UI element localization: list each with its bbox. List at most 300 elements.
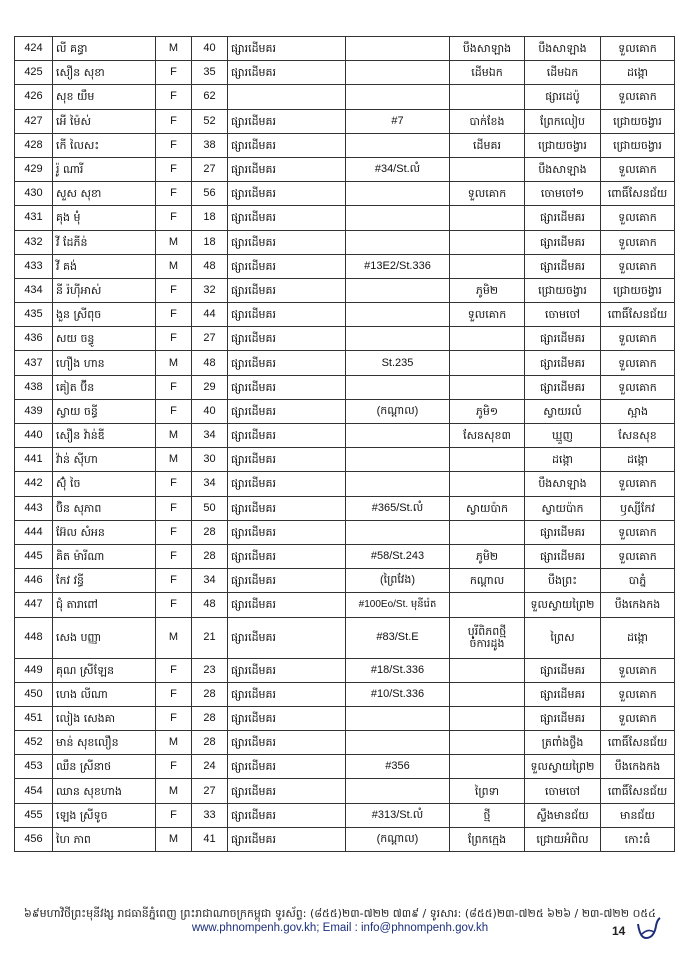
cell-number: 447 <box>15 593 53 617</box>
cell-age: 38 <box>192 133 228 157</box>
cell-house-street <box>346 278 450 302</box>
cell-workplace: ផ្សារដើមគរ <box>228 424 346 448</box>
cell-village <box>450 230 525 254</box>
cell-district: ទួលគោក <box>601 351 675 375</box>
cell-sex: F <box>156 472 192 496</box>
cell-commune: ចោមចៅ <box>525 779 601 803</box>
cell-commune: បឹងសាឡាង <box>525 157 601 181</box>
cell-number: 445 <box>15 544 53 568</box>
cell-commune: ផ្សារដើមគរ <box>525 375 601 399</box>
cell-name: ឈាន សុខហាង <box>53 779 156 803</box>
cell-workplace: ផ្សារដើមគរ <box>228 496 346 520</box>
cell-name: ប៊ិន សុភាព <box>53 496 156 520</box>
cell-name: រ៉ូ ណារី <box>53 157 156 181</box>
cell-age: 28 <box>192 682 228 706</box>
cell-name: សួស សុខា <box>53 182 156 206</box>
cell-house-street <box>346 182 450 206</box>
cell-number: 451 <box>15 706 53 730</box>
cell-workplace: ផ្សារដើមគរ <box>228 37 346 61</box>
cell-number: 455 <box>15 803 53 827</box>
cell-name: មាន់ សុខលឿន <box>53 731 156 755</box>
cell-workplace: ផ្សារដើមគរ <box>228 133 346 157</box>
cell-village <box>450 327 525 351</box>
table-row <box>15 206 675 230</box>
cell-sex: F <box>156 706 192 730</box>
cell-district: កោះធំ <box>601 827 675 851</box>
table-row <box>15 85 675 109</box>
cell-age: 40 <box>192 37 228 61</box>
cell-house-street: #34/St.លំ <box>346 157 450 181</box>
cell-district: ទួលគោក <box>601 520 675 544</box>
cell-house-street <box>346 706 450 730</box>
cell-age: 34 <box>192 424 228 448</box>
cell-village <box>450 658 525 682</box>
table-row <box>15 520 675 544</box>
cell-village <box>450 206 525 230</box>
cell-age: 29 <box>192 375 228 399</box>
cell-sex: F <box>156 206 192 230</box>
cell-house-street <box>346 133 450 157</box>
cell-sex: F <box>156 520 192 544</box>
cell-commune: ចោមចៅ១ <box>525 182 601 206</box>
cell-age: 28 <box>192 520 228 544</box>
table-row <box>15 779 675 803</box>
cell-house-street: #83/St.E <box>346 617 450 658</box>
cell-sex: M <box>156 617 192 658</box>
cell-village <box>450 375 525 399</box>
cell-village: ភូមិ២ <box>450 544 525 568</box>
cell-workplace <box>228 85 346 109</box>
cell-house-street <box>346 472 450 496</box>
page-footer <box>0 906 680 936</box>
cell-age: 24 <box>192 755 228 779</box>
cell-house-street: #58/St.243 <box>346 544 450 568</box>
cell-name: វ៉ាន់ ស៊ីហា <box>53 448 156 472</box>
cell-district: បាភ្នំ <box>601 569 675 593</box>
cell-workplace: ផ្សារដើមគរ <box>228 731 346 755</box>
cell-village: ស្វាយប៉ាក <box>450 496 525 520</box>
cell-age: 33 <box>192 803 228 827</box>
cell-commune: ព្រែកលៀប <box>525 109 601 133</box>
table-row <box>15 569 675 593</box>
cell-district: ទួលគោក <box>601 682 675 706</box>
cell-age: 18 <box>192 230 228 254</box>
cell-workplace: ផ្សារដើមគរ <box>228 61 346 85</box>
cell-house-street: #13E2/St.336 <box>346 254 450 278</box>
cell-house-street: #10/St.336 <box>346 682 450 706</box>
cell-village <box>450 85 525 109</box>
cell-workplace: ផ្សារដើមគរ <box>228 303 346 327</box>
cell-age: 28 <box>192 731 228 755</box>
cell-number: 434 <box>15 278 53 302</box>
cell-age: 48 <box>192 254 228 278</box>
cell-house-street <box>346 731 450 755</box>
cell-district: ដង្កោ <box>601 61 675 85</box>
cell-age: 52 <box>192 109 228 133</box>
cell-number: 446 <box>15 569 53 593</box>
cell-village: ដើមឯក <box>450 61 525 85</box>
table-row <box>15 496 675 520</box>
cell-workplace: ផ្សារដើមគរ <box>228 448 346 472</box>
table-row <box>15 755 675 779</box>
cell-sex: F <box>156 544 192 568</box>
cell-workplace: ផ្សារដើមគរ <box>228 182 346 206</box>
cell-name: វី គង់ <box>53 254 156 278</box>
table-row <box>15 375 675 399</box>
cell-number: 433 <box>15 254 53 278</box>
table-row <box>15 424 675 448</box>
cell-sex: F <box>156 399 192 423</box>
cell-workplace: ផ្សារដើមគរ <box>228 327 346 351</box>
cell-sex: M <box>156 230 192 254</box>
cell-name: កើ លៃសះ <box>53 133 156 157</box>
cell-workplace: ផ្សារដើមគរ <box>228 399 346 423</box>
cell-workplace: ផ្សារដើមគរ <box>228 658 346 682</box>
cell-sex: F <box>156 496 192 520</box>
cell-sex: M <box>156 424 192 448</box>
cell-village: បុរីពិភពថ្មី ចំការដូង <box>450 617 525 658</box>
cell-workplace: ផ្សារដើមគរ <box>228 755 346 779</box>
cell-name: គុណ ស្រីឡែន <box>53 658 156 682</box>
cell-commune: ផ្សារដើមគរ <box>525 351 601 375</box>
table-row <box>15 303 675 327</box>
table-row <box>15 617 675 658</box>
cell-age: 28 <box>192 706 228 730</box>
cell-sex: F <box>156 569 192 593</box>
cell-commune: ត្រពាំងថ្លឹង <box>525 731 601 755</box>
cell-age: 62 <box>192 85 228 109</box>
cell-sex: F <box>156 755 192 779</box>
cell-district: សែនសុខ <box>601 424 675 448</box>
cell-workplace: ផ្សារដើមគរ <box>228 206 346 230</box>
cell-district: ទួលគោក <box>601 544 675 568</box>
cell-village: កណ្តាល <box>450 569 525 593</box>
cell-age: 27 <box>192 157 228 181</box>
cell-age: 18 <box>192 206 228 230</box>
cell-number: 456 <box>15 827 53 851</box>
cell-village: ទួលគោក <box>450 303 525 327</box>
cell-house-street: #100Eo/St. មុនីរ៉េត <box>346 593 450 617</box>
cell-village <box>450 472 525 496</box>
cell-sex: M <box>156 779 192 803</box>
footer-address: ៦៩មហាវិថីព្រះមុនីវង្ស រាជធានីភ្នំពេញ ព្រះរាជាណាចក្រកម្ពុជា ទូរស័ព្ទ: (៨៥៥)២៣-៧២២ ៧៣៩ / ទូរសារ: (៨៥៥)២៣-៧២៥ ៦២៦ / ២៣-៧២២ ០៥៤ <box>24 907 656 920</box>
cell-age: 40 <box>192 399 228 423</box>
cell-number: 454 <box>15 779 53 803</box>
cell-commune: ដើមឯក <box>525 61 601 85</box>
cell-name: សឿន សុខា <box>53 61 156 85</box>
records-table <box>14 36 675 852</box>
cell-village <box>450 254 525 278</box>
cell-house-street: #365/St.លំ <box>346 496 450 520</box>
cell-number: 436 <box>15 327 53 351</box>
cell-workplace: ផ្សារដើមគរ <box>228 593 346 617</box>
table-row <box>15 37 675 61</box>
cell-commune: ផ្សារដើមគរ <box>525 706 601 730</box>
cell-name: អើ ម៉ៃស់ <box>53 109 156 133</box>
cell-workplace: ផ្សារដើមគរ <box>228 278 346 302</box>
cell-commune: ផ្សារដើមគរ <box>525 254 601 278</box>
cell-village <box>450 682 525 706</box>
table-row <box>15 448 675 472</box>
cell-house-street <box>346 37 450 61</box>
cell-workplace: ផ្សារដើមគរ <box>228 569 346 593</box>
cell-district: ទួលគោក <box>601 37 675 61</box>
table-row <box>15 254 675 278</box>
cell-sex: F <box>156 157 192 181</box>
cell-number: 432 <box>15 230 53 254</box>
cell-sex: M <box>156 37 192 61</box>
table-row <box>15 133 675 157</box>
cell-house-street <box>346 424 450 448</box>
table-row <box>15 544 675 568</box>
cell-house-street: (កណ្តាល) <box>346 827 450 851</box>
cell-commune: ស្វាយប៉ាក <box>525 496 601 520</box>
cell-commune: ផ្សារដើមគរ <box>525 230 601 254</box>
cell-village <box>450 593 525 617</box>
table-row <box>15 109 675 133</box>
cell-workplace: ផ្សារដើមគរ <box>228 157 346 181</box>
cell-commune: ជ្រោយចង្វារ <box>525 133 601 157</box>
cell-house-street: #356 <box>346 755 450 779</box>
cell-name: សេង បញ្ញា <box>53 617 156 658</box>
table-body <box>15 37 675 852</box>
cell-sex: F <box>156 109 192 133</box>
cell-number: 448 <box>15 617 53 658</box>
cell-district: ទួលគោក <box>601 472 675 496</box>
cell-district: បឹងកេងកង <box>601 755 675 779</box>
cell-workplace: ផ្សារដើមគរ <box>228 230 346 254</box>
cell-name: គុង មុំ <box>53 206 156 230</box>
cell-village <box>450 157 525 181</box>
cell-workplace: ផ្សារដើមគរ <box>228 375 346 399</box>
table-row <box>15 157 675 181</box>
cell-sex: F <box>156 327 192 351</box>
cell-village: ដើមគរ <box>450 133 525 157</box>
cell-number: 450 <box>15 682 53 706</box>
cell-age: 44 <box>192 303 228 327</box>
cell-district: មានជ័យ <box>601 803 675 827</box>
table-row <box>15 182 675 206</box>
table-row <box>15 731 675 755</box>
cell-house-street <box>346 448 450 472</box>
cell-sex: F <box>156 303 192 327</box>
cell-number: 424 <box>15 37 53 61</box>
cell-commune: ផ្សារដើមគរ <box>525 520 601 544</box>
cell-house-street <box>346 779 450 803</box>
cell-commune: ស្ទឹងមានជ័យ <box>525 803 601 827</box>
cell-sex: F <box>156 593 192 617</box>
cell-age: 56 <box>192 182 228 206</box>
cell-commune: ដង្កោ <box>525 448 601 472</box>
cell-workplace: ផ្សារដើមគរ <box>228 520 346 544</box>
cell-commune: ព្រៃស <box>525 617 601 658</box>
cell-sex: F <box>156 803 192 827</box>
cell-workplace: ផ្សារដើមគរ <box>228 706 346 730</box>
cell-village <box>450 706 525 730</box>
cell-name: ឡេង ស្រីទូច <box>53 803 156 827</box>
cell-name: នី រ៉ហ៊ីអាស់ <box>53 278 156 302</box>
cell-name: វី ដែភីន់ <box>53 230 156 254</box>
cell-commune: បឹងព្រះ <box>525 569 601 593</box>
cell-commune: ផ្សារដេប៉ូ <box>525 85 601 109</box>
table-row <box>15 803 675 827</box>
cell-number: 443 <box>15 496 53 520</box>
cell-village: បឹងសាឡាង <box>450 37 525 61</box>
cell-village: ភូមិ១ <box>450 399 525 423</box>
cell-commune: បឹងសាឡាង <box>525 472 601 496</box>
cell-name: ងួន ស្រីពុច <box>53 303 156 327</box>
cell-house-street: (ព្រៃវែង) <box>346 569 450 593</box>
cell-village: ថ្មី <box>450 803 525 827</box>
cell-name: សយ ចន្ធូ <box>53 327 156 351</box>
cell-name: ហឿង ហាន <box>53 351 156 375</box>
cell-age: 27 <box>192 779 228 803</box>
cell-name: អ៊ែល សំអន <box>53 520 156 544</box>
cell-workplace: ផ្សារដើមគរ <box>228 617 346 658</box>
cell-sex: M <box>156 827 192 851</box>
cell-commune: ផ្សារដើមគរ <box>525 682 601 706</box>
cell-workplace: ផ្សារដើមគរ <box>228 827 346 851</box>
cell-district: ទួលគោក <box>601 254 675 278</box>
cell-district: ទួលគោក <box>601 658 675 682</box>
cell-number: 444 <box>15 520 53 544</box>
cell-district: ទួលគោក <box>601 375 675 399</box>
cell-sex: M <box>156 254 192 278</box>
cell-number: 440 <box>15 424 53 448</box>
cell-sex: F <box>156 682 192 706</box>
cell-house-street <box>346 375 450 399</box>
cell-number: 428 <box>15 133 53 157</box>
cell-village: បាក់ខែង <box>450 109 525 133</box>
cell-age: 27 <box>192 327 228 351</box>
cell-commune: ផ្សារដើមគរ <box>525 206 601 230</box>
table-row <box>15 593 675 617</box>
cell-house-street <box>346 206 450 230</box>
cell-house-street <box>346 61 450 85</box>
table-row <box>15 278 675 302</box>
cell-workplace: ផ្សារដើមគរ <box>228 779 346 803</box>
cell-workplace: ផ្សារដើមគរ <box>228 472 346 496</box>
cell-district: ដង្កោ <box>601 448 675 472</box>
table-row <box>15 706 675 730</box>
cell-commune: ផ្សារដើមគរ <box>525 544 601 568</box>
cell-number: 452 <box>15 731 53 755</box>
cell-commune: ទួលស្វាយព្រៃ២ <box>525 755 601 779</box>
cell-sex: F <box>156 61 192 85</box>
cell-village <box>450 731 525 755</box>
cell-district: ទួលគោក <box>601 327 675 351</box>
cell-commune: ផ្សារដើមគរ <box>525 327 601 351</box>
cell-house-street: St.235 <box>346 351 450 375</box>
cell-number: 441 <box>15 448 53 472</box>
cell-village <box>450 351 525 375</box>
cell-workplace: ផ្សារដើមគរ <box>228 544 346 568</box>
cell-commune: ទួលស្វាយព្រៃ២ <box>525 593 601 617</box>
cell-age: 50 <box>192 496 228 520</box>
cell-sex: F <box>156 182 192 206</box>
cell-age: 48 <box>192 351 228 375</box>
cell-commune: ផ្សារដើមគរ <box>525 658 601 682</box>
cell-age: 32 <box>192 278 228 302</box>
table-row <box>15 827 675 851</box>
cell-district: ពោធិ៍សែនជ័យ <box>601 303 675 327</box>
page-number: 14 <box>612 924 626 938</box>
cell-commune: បឹងសាឡាង <box>525 37 601 61</box>
cell-workplace: ផ្សារដើមគរ <box>228 803 346 827</box>
cell-number: 453 <box>15 755 53 779</box>
cell-commune: ស្វាយរលំ <box>525 399 601 423</box>
cell-name: ហៃ ភាព <box>53 827 156 851</box>
cell-village <box>450 755 525 779</box>
cell-district: ឫស្សីកែវ <box>601 496 675 520</box>
cell-age: 21 <box>192 617 228 658</box>
cell-village: ព្រៃទា <box>450 779 525 803</box>
cell-district: ជ្រោយចង្វារ <box>601 109 675 133</box>
cell-commune: ជ្រោយអំពិល <box>525 827 601 851</box>
cell-name: សឿន វ៉ាន់ឌី <box>53 424 156 448</box>
cell-sex: F <box>156 133 192 157</box>
cell-name: លី គន្ធា <box>53 37 156 61</box>
cell-name: គៀត ប៊ីន <box>53 375 156 399</box>
table-row <box>15 472 675 496</box>
cell-age: 34 <box>192 569 228 593</box>
cell-district: ជ្រោយចង្វារ <box>601 278 675 302</box>
cell-number: 442 <box>15 472 53 496</box>
cell-number: 435 <box>15 303 53 327</box>
cell-district: បឹងកេងកង <box>601 593 675 617</box>
cell-house-street <box>346 327 450 351</box>
cell-age: 41 <box>192 827 228 851</box>
cell-number: 425 <box>15 61 53 85</box>
cell-village: ព្រែកក្មេង <box>450 827 525 851</box>
cell-number: 431 <box>15 206 53 230</box>
cell-number: 437 <box>15 351 53 375</box>
cell-name: គិត ម៉ារីណា <box>53 544 156 568</box>
cell-workplace: ផ្សារដើមគរ <box>228 254 346 278</box>
cell-village: ទួលគោក <box>450 182 525 206</box>
cell-sex: F <box>156 278 192 302</box>
cell-name: ស្វាយ ចន្ធី <box>53 399 156 423</box>
cell-district: ទួលគោក <box>601 706 675 730</box>
cell-house-street: #7 <box>346 109 450 133</box>
cell-age: 34 <box>192 472 228 496</box>
cell-house-street <box>346 520 450 544</box>
cell-house-street <box>346 303 450 327</box>
cell-number: 426 <box>15 85 53 109</box>
cell-village: សែនសុខ៣ <box>450 424 525 448</box>
cell-name: ហេង លីណា <box>53 682 156 706</box>
cell-commune: ឃ្មួញ <box>525 424 601 448</box>
cell-district: ជ្រោយចង្វារ <box>601 133 675 157</box>
cell-house-street: #18/St.336 <box>346 658 450 682</box>
cell-name: លៀង សេងគា <box>53 706 156 730</box>
cell-village <box>450 520 525 544</box>
table-row <box>15 61 675 85</box>
cell-workplace: ផ្សារដើមគរ <box>228 682 346 706</box>
cell-age: 30 <box>192 448 228 472</box>
table-row <box>15 327 675 351</box>
table-row <box>15 658 675 682</box>
cell-district: ទួលគោក <box>601 157 675 181</box>
cell-age: 28 <box>192 544 228 568</box>
cell-sex: M <box>156 351 192 375</box>
cell-number: 429 <box>15 157 53 181</box>
cell-sex: M <box>156 448 192 472</box>
table-row <box>15 351 675 375</box>
cell-village <box>450 448 525 472</box>
cell-district: ពោធិ៍សែនជ័យ <box>601 182 675 206</box>
cell-workplace: ផ្សារដើមគរ <box>228 109 346 133</box>
